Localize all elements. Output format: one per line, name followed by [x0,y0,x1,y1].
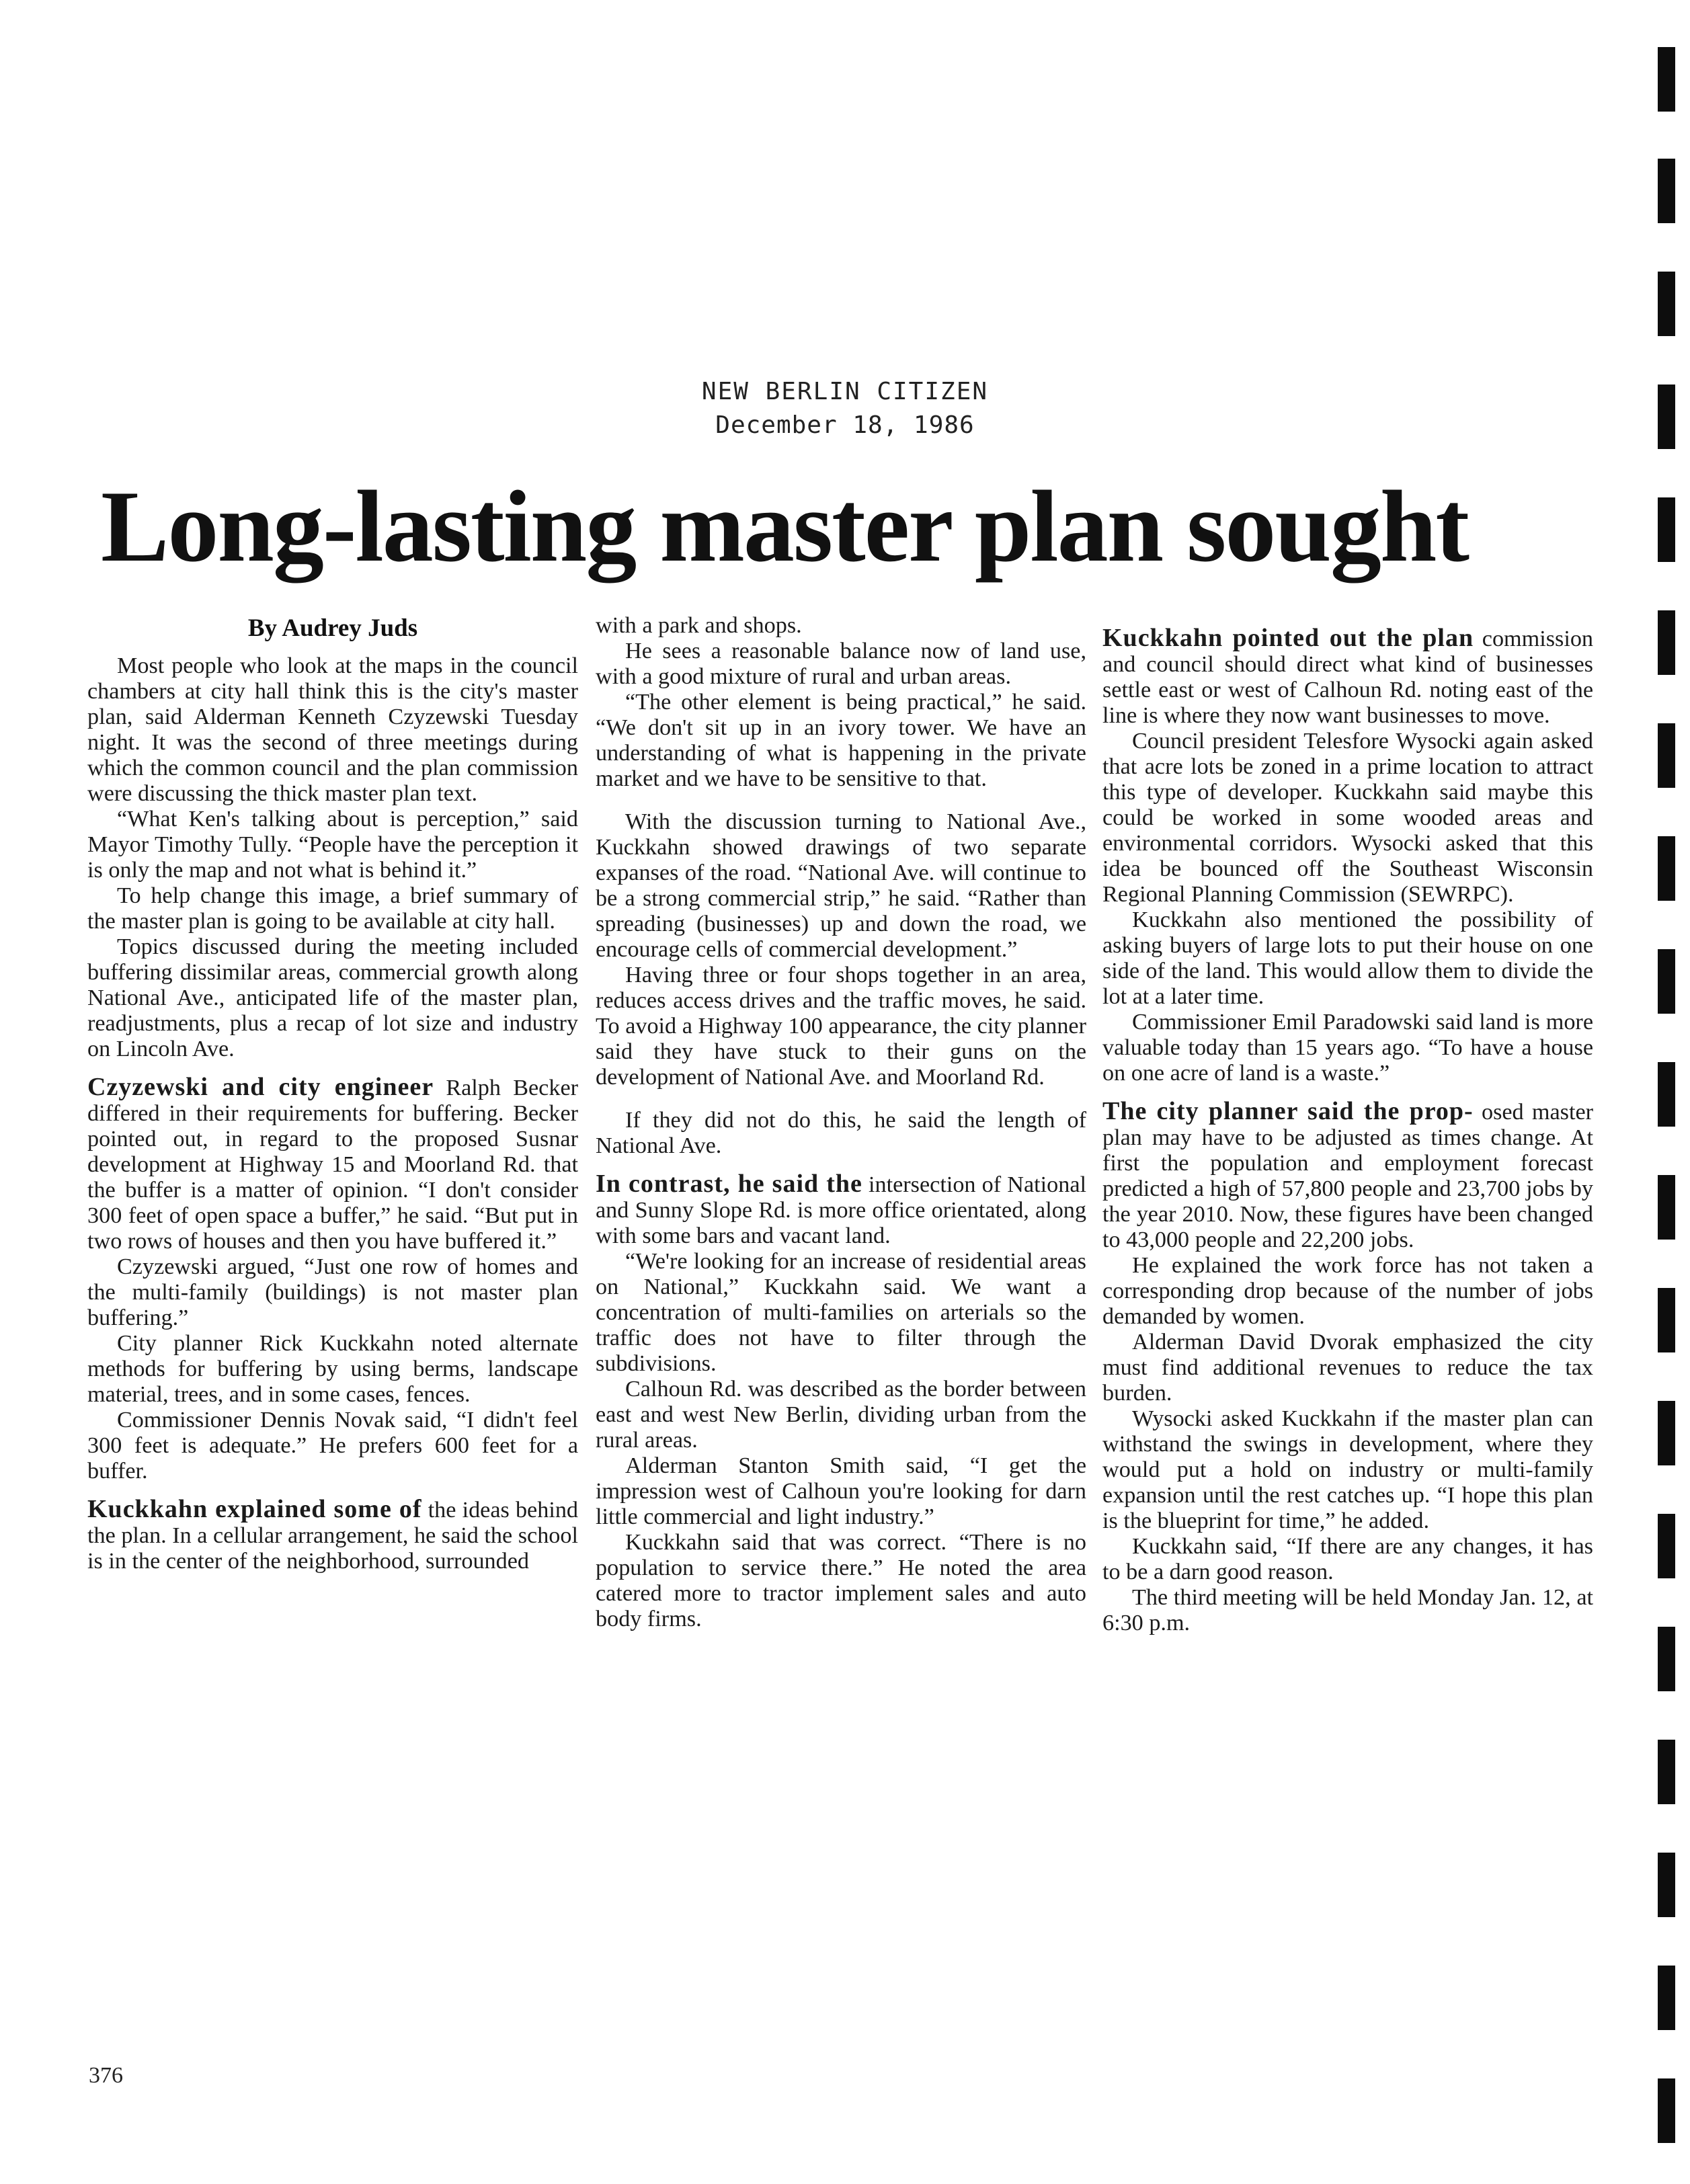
paragraph-text: Kuckkahn said, “If there are any changes, it has to be a darn good reason. [1102,1534,1593,1584]
paragraph-text: He explained the work force has not taken a corresponding drop because of the number of jobs demanded by women. [1102,1253,1593,1329]
paragraph-text: with a park and shops. [596,613,802,638]
article-paragraph [87,883,578,934]
article-paragraph [1102,1406,1593,1534]
binding-mark [1658,159,1675,223]
paragraph-text: Commissioner Emil Paradowski said land is more valuable today than 15 years ago. “To have a house on one acre of land is a waste.” [1102,1010,1593,1086]
paragraph-text: “We're looking for an increase of residential areas on National,” Kuckkahn said. We want a concentration of multi-families on arterials so the traffic does not have to filter through the subdivisions. [596,1249,1086,1376]
binding-mark [1658,1062,1675,1127]
paragraph-text: To help change this image, a brief summary of the master plan is going to be available at city hall. [87,883,578,934]
section-leadin: Czyzewski and city engineer [87,1073,434,1101]
paragraph-text: Czyzewski argued, “Just one row of homes and the multi-family (buildings) is not master plan buffering.” [87,1254,578,1330]
paragraph-text: osed master plan may have to be adjusted as times change. At first the population and employment forecast predicted a high of 57,800 people and 23,700 jobs by the year 2010. Now, these figures have been changed to 43,000 people and 22,200 jobs. [1102,1100,1594,1252]
article-paragraph [1102,625,1593,729]
section-leadin: Kuckkahn explained some of [87,1495,422,1523]
binding-mark [1658,47,1675,112]
paragraph-text: Alderman David Dvorak emphasized the city must find additional revenues to reduce the tax burden. [1102,1330,1593,1406]
article-paragraph [87,1496,578,1574]
publication-date: December 18, 1986 [715,411,975,439]
paragraph-text: Topics discussed during the meeting included buffering dissimilar areas, commercial growth along National Ave., anticipated life of the master plan, readjustments, plus a recap of lot size and industry on Lincoln Ave. [87,934,578,1061]
page-number: 376 [89,2063,123,2088]
binding-mark [1658,1401,1675,1465]
article-paragraph [1102,1098,1593,1253]
article-paragraph [1102,1010,1593,1086]
binding-mark [1658,1175,1675,1240]
article-paragraph [596,1377,1086,1453]
section-leadin: Kuckkahn pointed out the plan [1102,624,1474,652]
binding-mark [1658,272,1675,336]
article-paragraph [596,639,1086,690]
paragraph-text: Calhoun Rd. was described as the border between east and west New Berlin, dividing urban from the rural areas. [596,1377,1086,1453]
binding-mark [1658,1966,1675,2030]
binding-mark [1658,2078,1675,2143]
paragraph-text: He sees a reasonable balance now of land use, with a good mixture of rural and urban areas. [596,639,1086,689]
paragraph-text: City planner Rick Kuckkahn noted alternate methods for buffering by using berms, landscape material, trees, and in some cases, fences. [87,1331,578,1407]
article-paragraph [87,1408,578,1484]
section-leadin: The city planner said the prop- [1102,1097,1474,1125]
article-paragraph [1102,729,1593,907]
publication-name: NEW BERLIN CITIZEN [701,378,989,405]
article-paragraph [1102,1253,1593,1330]
binding-marks [1636,0,1690,2184]
binding-mark [1658,1853,1675,1917]
paragraph-text: Most people who look at the maps in the council chambers at city hall think this is the city's master plan, said Alderman Kenneth Czyzewski Tuesday night. It was the second of three meetings during which the common council and the plan commission were discussing the thick master plan text. [87,653,578,806]
paragraph-text: intersection of National and Sunny Slope Rd. is more office orientated, along with some bars and vacant land. [596,1172,1086,1248]
paragraph-text: Wysocki asked Kuckkahn if the master plan can withstand the swings in development, where they would put a hold on industry or multi-family expansion until the rest catches up. “I hope this plan is the blueprint for time,” he added. [1102,1406,1593,1533]
binding-mark [1658,610,1675,675]
article-paragraph [1102,1585,1593,1636]
paragraph-text: Ralph Becker differed in their requirements for buffering. Becker pointed out, in regard to the proposed Susnar development at Highway 15 and Moorland Rd. that the buffer is a matter of opinion. “I don't consider 300 feet of open space a buffer,” he said. “But put in two rows of houses and then you have buffered it.” [87,1076,579,1254]
paragraph-text: Council president Telesfore Wysocki again asked that acre lots be zoned in a prime location to attract this type of developer. Kuckkahn said maybe this could be worked in some wooded areas and environmental corridors. Wysocki asked that this idea be bounced off the Southeast Wisconsin Regional Planning Commission (SEWRPC). [1102,729,1593,907]
paragraph-text: Kuckkahn also mentioned the possibility of asking buyers of large lots to put their house on one side of the land. This would allow them to divide the lot at a later time. [1102,907,1593,1009]
binding-mark [1658,1740,1675,1804]
article-paragraph [87,1254,578,1331]
article-column-1 [87,613,578,1574]
paragraph-text: Commissioner Dennis Novak said, “I didn't feel 300 feet is adequate.” He prefers 600 feet for a buffer. [87,1408,578,1484]
article-paragraph [1102,907,1593,1010]
article-paragraph [87,653,578,807]
article-paragraph [1102,1534,1593,1585]
byline: By Audrey Juds [247,614,418,642]
article-paragraph [87,807,578,883]
article-paragraph [87,934,578,1062]
article-paragraph [596,1171,1086,1249]
paragraph-text: With the discussion turning to National Ave., Kuckkahn showed drawings of two separate expanses of the road. “National Ave. will continue to be a strong commercial strip,” he said. “Rather than spreading (businesses) up and down the road, we encourage cells of commercial development.” [596,809,1086,962]
binding-mark [1658,836,1675,901]
article-column-3 [1102,613,1593,1636]
binding-mark [1658,723,1675,788]
paragraph-text: commission and council should direct what kind of businesses settle east or west of Calhoun Rd. noting east of the line is where they now want businesses to move. [1102,626,1594,728]
binding-mark [1658,1514,1675,1578]
paragraph-text: Alderman Stanton Smith said, “I get the impression west of Calhoun you're looking for darn little commercial and light industry.” [596,1453,1086,1529]
article-paragraph [596,690,1086,792]
binding-mark [1658,497,1675,562]
paragraph-text: Having three or four shops together in an area, reduces access drives and the traffic moves, he said. To avoid a Highway 100 appearance, the city planner said they have stuck to their guns on the development of National Ave. and Moorland Rd. [596,963,1086,1090]
article-paragraph [87,1074,578,1254]
paragraph-text: “What Ken's talking about is perception,” said Mayor Timothy Tully. “People have the perception it is only the map and not what is behind it.” [87,807,578,883]
paragraph-text: the ideas behind the plan. In a cellular arrangement, he said the school is in the center of the neighborhood, surrounded [87,1498,579,1574]
article-paragraph [596,809,1086,963]
binding-mark [1658,1627,1675,1691]
article-paragraph [1102,1330,1593,1406]
article-paragraph [596,1530,1086,1632]
paragraph-text: Kuckkahn said that was correct. “There is no population to service there.” He noted the area catered more to tractor implement sales and auto body firms. [596,1530,1086,1631]
article-paragraph [596,1108,1086,1159]
section-leadin: In contrast, he said the [596,1170,862,1198]
paragraph-text: “The other element is being practical,” he said. “We don't sit up in an ivory tower. We have an understanding of what is happening in the private market and we have to be sensitive to that. [596,690,1086,791]
headline: Long-lasting master plan sought [101,470,1469,583]
article-column-2 [596,613,1086,1632]
article-paragraph [596,613,1086,639]
article-paragraph [596,1453,1086,1530]
article-paragraph [596,963,1086,1090]
article-paragraph [87,1331,578,1408]
paragraph-text: The third meeting will be held Monday Jan. 12, at 6:30 p.m. [1102,1585,1593,1635]
paragraph-text: If they did not do this, he said the length of National Ave. [596,1108,1086,1158]
article-paragraph [596,1249,1086,1377]
binding-mark [1658,949,1675,1014]
binding-mark [1658,1288,1675,1352]
